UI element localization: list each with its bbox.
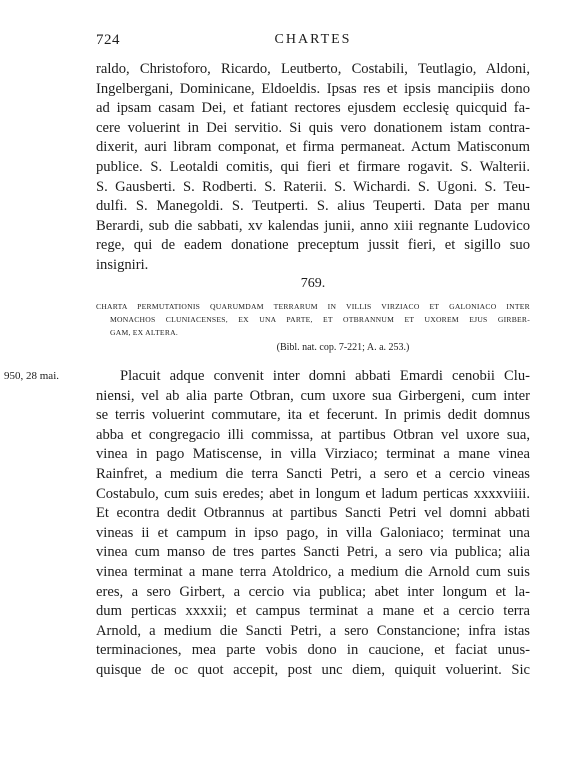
rubric-line: MONACHOS CLUNIACENSES, EX UNA PARTE, ET OTBRANNUM ET UXOREM EJUS GIRBER- xyxy=(110,315,530,324)
source-reference: (Bibl. nat. cop. 7-221; A. a. 253.) xyxy=(276,342,410,353)
text-line: Arnold, a medium die Sancti Petri, a sero Constancione; infra istas xyxy=(96,622,530,639)
text-line: raldo, Christoforo, Ricardo, Leutberto, Costabili, Teutlagio, Aldoni, xyxy=(96,61,530,77)
text-line: Ingelbergani, Dominicane, Eldoeldis. Ipsas res et ipsis mancipiis dono xyxy=(96,80,530,97)
text-line: vinea cum manso de tres partes Sancti Petri, a sero via publica; alia xyxy=(96,544,530,561)
text-line: vinea in pago Matiscense, in villa Virziaco; terminat a mane vinea xyxy=(96,446,530,463)
text-line: Et econtra dedit Otbrannus at partibus Sancti Petri vel domni abbati xyxy=(96,505,530,522)
text-line: quisque de oc quot accepit, post unc diem, quiquit voluerint. Sic xyxy=(96,661,530,678)
text-line: eres, a sero Girbert, a cercio via publica; abet inter longum et la- xyxy=(96,583,530,600)
text-line: Placuit adque convenit inter domni abbati Emardi cenobii Clu- xyxy=(120,368,530,384)
page-number: 724 xyxy=(96,32,120,48)
text-line: ad ipsam casam Dei, et fatiant rectores ejusdem ecclesię quicquid fa- xyxy=(96,100,530,117)
charter-number: 769. xyxy=(300,276,326,291)
charter-rubric xyxy=(96,300,530,339)
margin-date: 950, 28 mai. xyxy=(4,370,59,382)
text-line: insigniri. xyxy=(96,256,149,273)
text-line: cere voluerint in Dei servitio. Si quis vero donationem istam contra- xyxy=(96,119,530,136)
running-title: CHARTES xyxy=(274,32,352,47)
text-line: Costabulo, cum suis eredes; abet in longum et ladum perticas xxxxviiii. xyxy=(96,485,530,502)
text-line: rege, qui de eadem donatione preceptum jussit fieri, et sigillo suo xyxy=(96,237,530,254)
text-line: abba et congregacio illi commissa, at partibus Otbran vel uxore sua, xyxy=(96,426,530,443)
rubric-line: GAM, EX ALTERA. xyxy=(110,328,179,337)
page-header xyxy=(96,32,530,52)
text-line: vinea terminat a mane terra Atoldrico, a medium die Arnold cum suis xyxy=(96,563,530,580)
continuation-text xyxy=(96,60,530,276)
charter-text xyxy=(96,367,530,681)
text-line: S. Gausberti. S. Rodberti. S. Raterii. S. Wichardi. S. Ugoni. S. Teu- xyxy=(96,178,530,195)
text-line: vineas ii et campum in ipso pago, in villa Galoniaco; terminat una xyxy=(96,524,530,541)
text-line: se terris voluerint commutare, ita et fecerunt. In primis dedit domnus xyxy=(96,407,530,424)
text-line: Rainfret, a medium die terra Sancti Petri, a sero et a cercio vineas xyxy=(96,465,530,482)
rubric-line: CHARTA PERMUTATIONIS QUARUMDAM TERRARUM IN VILLIS VIRZIACO ET GALONIACO INTER xyxy=(96,302,530,311)
text-line: terminaciones, mea parte vobis dono in caucione, et faciat unus- xyxy=(96,642,530,659)
text-line: Berardi, sub die sabbati, xv kalendas junii, anno xiii regnante Ludovico xyxy=(96,217,530,234)
text-line: dixerit, auri libram componat, et firma permaneat. Actum Matisconum xyxy=(96,139,530,156)
text-line: niensi, vel ab alia parte Otbran, cum uxore sua Girbergeni, cum inter xyxy=(96,387,530,404)
text-line: dum perticas xxxxii; et campus terminat a mane et a cercio terra xyxy=(96,603,530,620)
text-line: publice. S. Leotaldi comitis, qui fieri et firmare rogavit. S. Walterii. xyxy=(96,158,530,175)
text-line: dulfi. S. Manegoldi. S. Teutperti. S. alius Teuperti. Data per manu xyxy=(96,198,530,215)
